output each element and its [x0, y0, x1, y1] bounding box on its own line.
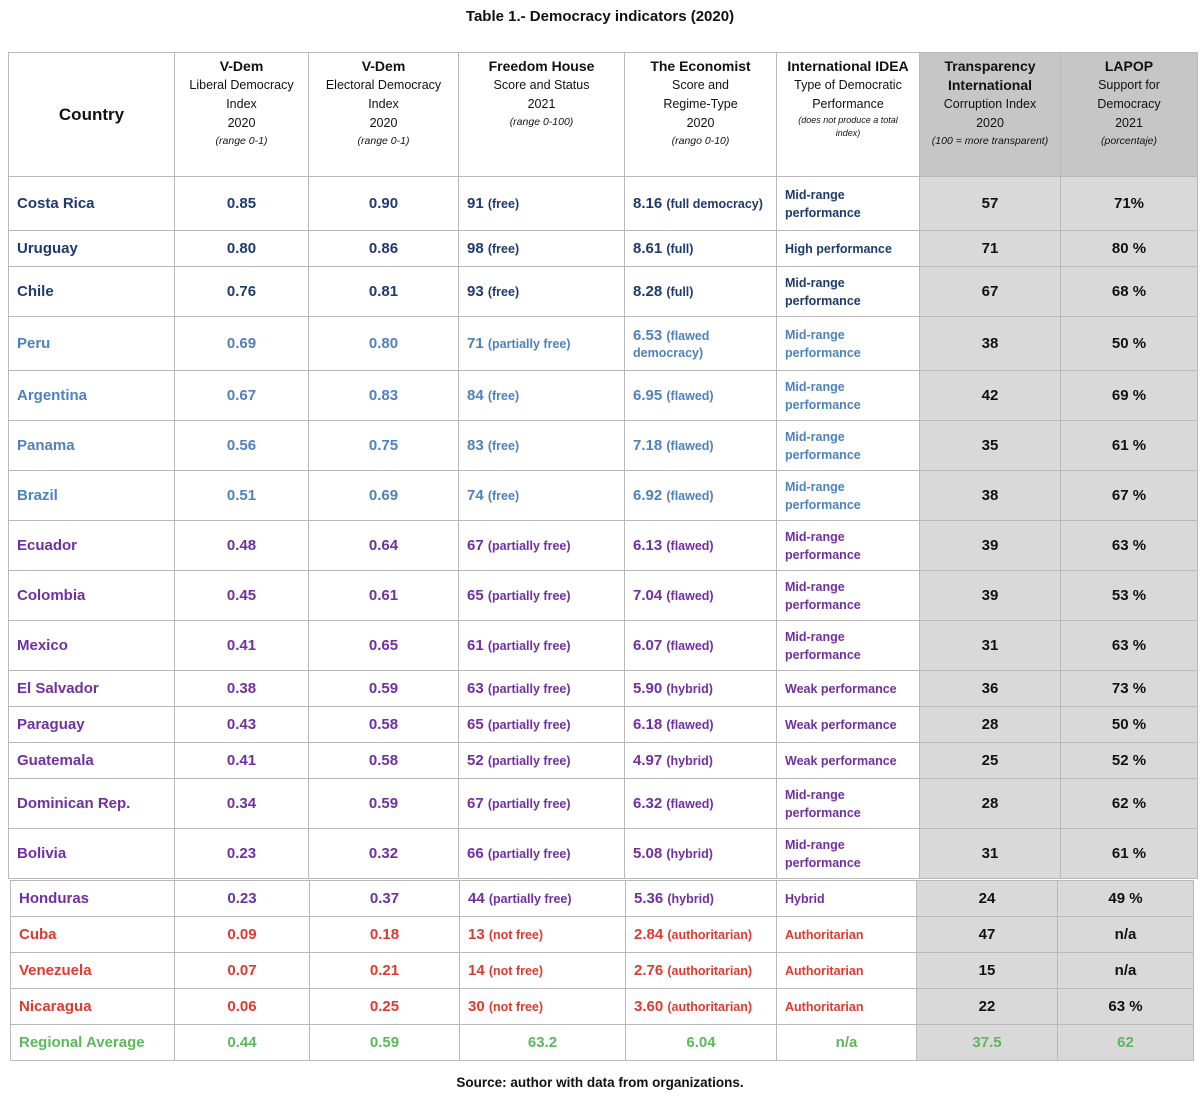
lapop-cell: 53 %: [1061, 571, 1198, 621]
transparency-cell: 39: [920, 571, 1061, 621]
table-row: [11, 989, 1194, 1025]
lapop-cell: 71%: [1061, 177, 1198, 231]
freedom-house-cell: [459, 471, 625, 521]
idea-cell: Authoritarian: [777, 917, 917, 953]
transparency-cell: 47: [917, 917, 1058, 953]
vdem-liberal-cell: 0.41: [175, 743, 309, 779]
fh-status: (partially free): [487, 589, 571, 603]
vdem-liberal-cell: 0.76: [175, 267, 309, 317]
eiu-score: 6.07: [633, 637, 663, 654]
country-cell: Brazil: [9, 471, 175, 521]
vdem-electoral-cell: 0.61: [309, 571, 459, 621]
fh-status: (free): [487, 285, 520, 299]
economist-cell: [625, 743, 777, 779]
eiu-score: 2.84: [634, 926, 664, 943]
fh-score: 71: [467, 335, 484, 352]
transparency-cell: 28: [920, 779, 1061, 829]
lapop-cell: 63 %: [1061, 521, 1198, 571]
country-cell: Venezuela: [11, 953, 175, 989]
eiu-score: 6.92: [633, 487, 663, 504]
freedom-house-cell: [459, 267, 625, 317]
country-cell: Dominican Rep.: [9, 779, 175, 829]
vdem-liberal-cell: 0.07: [175, 953, 310, 989]
header-transparency: Transparency International Corruption Index 2020 (100 = more transparent): [920, 53, 1061, 177]
lapop-cell: 73 %: [1061, 671, 1198, 707]
eiu-score: 6.13: [633, 537, 663, 554]
eiu-type: (flawed): [666, 439, 714, 453]
eiu-type: (hybrid): [667, 892, 714, 906]
transparency-cell: 35: [920, 421, 1061, 471]
economist-cell: [625, 267, 777, 317]
vdem-liberal-cell: 0.80: [175, 231, 309, 267]
idea-cell: Authoritarian: [777, 989, 917, 1025]
table-row: [9, 743, 1198, 779]
vdem-liberal-cell: 0.41: [175, 621, 309, 671]
lapop-cell: 61 %: [1061, 829, 1198, 879]
eiu-type: (flawed): [666, 589, 714, 603]
fh-status: (partially free): [487, 539, 571, 553]
vdem-electoral-cell: 0.65: [309, 621, 459, 671]
indicators-table: [8, 52, 1198, 879]
economist-cell: [625, 671, 777, 707]
vdem-liberal-cell: 0.69: [175, 317, 309, 371]
fh-score: 93: [467, 283, 484, 300]
freedom-house-cell: [459, 521, 625, 571]
economist-cell: [625, 571, 777, 621]
fh-status: (partially free): [488, 892, 572, 906]
transparency-cell: 28: [920, 707, 1061, 743]
fh-score: 66: [467, 845, 484, 862]
vdem-liberal-cell: 0.09: [175, 917, 310, 953]
freedom-house-cell: [459, 231, 625, 267]
fh-score: 63: [467, 680, 484, 697]
fh-status: (free): [487, 439, 520, 453]
average-idea: n/a: [777, 1025, 917, 1061]
fh-score: 65: [467, 587, 484, 604]
fh-score: 44: [468, 890, 485, 907]
idea-cell: Mid-range performance: [777, 317, 920, 371]
country-cell: Cuba: [11, 917, 175, 953]
average-lapop: 62: [1058, 1025, 1194, 1061]
table-row: [9, 521, 1198, 571]
fh-status: (free): [487, 242, 520, 256]
eiu-type: (flawed): [666, 797, 714, 811]
table-row: [9, 231, 1198, 267]
freedom-house-cell: [460, 917, 626, 953]
table-row: [9, 671, 1198, 707]
transparency-cell: 39: [920, 521, 1061, 571]
vdem-liberal-cell: 0.56: [175, 421, 309, 471]
average-vdem-electoral: 0.59: [310, 1025, 460, 1061]
vdem-electoral-cell: 0.18: [310, 917, 460, 953]
fh-status: (not free): [488, 1000, 544, 1014]
fh-score: 98: [467, 240, 484, 257]
idea-cell: Weak performance: [777, 671, 920, 707]
table-row: [11, 881, 1194, 917]
vdem-electoral-cell: 0.37: [310, 881, 460, 917]
economist-cell: [626, 881, 777, 917]
idea-cell: Mid-range performance: [777, 829, 920, 879]
table-title: Table 1.- Democracy indicators (2020): [465, 8, 735, 25]
vdem-liberal-cell: 0.85: [175, 177, 309, 231]
economist-cell: [625, 421, 777, 471]
vdem-liberal-cell: 0.23: [175, 829, 309, 879]
table-row: [9, 177, 1198, 231]
eiu-score: 7.18: [633, 437, 663, 454]
average-freedom-house: 63.2: [460, 1025, 626, 1061]
eiu-type: (full): [666, 285, 694, 299]
fh-score: 67: [467, 795, 484, 812]
freedom-house-cell: [459, 371, 625, 421]
vdem-electoral-cell: 0.75: [309, 421, 459, 471]
eiu-type: (authoritarian): [667, 1000, 753, 1014]
average-economist: 6.04: [626, 1025, 777, 1061]
eiu-score: 8.16: [633, 195, 663, 212]
idea-cell: Mid-range performance: [777, 421, 920, 471]
economist-cell: [625, 521, 777, 571]
vdem-electoral-cell: 0.25: [310, 989, 460, 1025]
freedom-house-cell: [459, 779, 625, 829]
eiu-type: (authoritarian): [667, 928, 753, 942]
vdem-electoral-cell: 0.80: [309, 317, 459, 371]
transparency-cell: 57: [920, 177, 1061, 231]
eiu-score: 8.61: [633, 240, 663, 257]
eiu-type: (flawed democracy): [633, 328, 710, 360]
header-lapop: LAPOP Support for Democracy 2021 (porcentaje): [1061, 53, 1198, 177]
idea-cell: Weak performance: [777, 707, 920, 743]
fh-status: (partially free): [487, 682, 571, 696]
table-row: [9, 317, 1198, 371]
economist-cell: [625, 621, 777, 671]
table-row: [9, 707, 1198, 743]
eiu-score: 3.60: [634, 998, 664, 1015]
vdem-electoral-cell: 0.59: [309, 671, 459, 707]
vdem-liberal-cell: 0.06: [175, 989, 310, 1025]
average-vdem-liberal: 0.44: [175, 1025, 310, 1061]
fh-score: 30: [468, 998, 485, 1015]
lapop-cell: 69 %: [1061, 371, 1198, 421]
table-row: [9, 571, 1198, 621]
country-cell: Paraguay: [9, 707, 175, 743]
transparency-cell: 42: [920, 371, 1061, 421]
transparency-cell: 67: [920, 267, 1061, 317]
eiu-score: 6.32: [633, 795, 663, 812]
economist-cell: [625, 779, 777, 829]
transparency-cell: 31: [920, 829, 1061, 879]
eiu-score: 5.36: [634, 890, 664, 907]
transparency-cell: 71: [920, 231, 1061, 267]
eiu-type: (flawed): [666, 639, 714, 653]
country-cell: El Salvador: [9, 671, 175, 707]
freedom-house-cell: [459, 571, 625, 621]
fh-score: 67: [467, 537, 484, 554]
idea-cell: Mid-range performance: [777, 779, 920, 829]
fh-score: 65: [467, 716, 484, 733]
eiu-type: (flawed): [666, 539, 714, 553]
economist-cell: [625, 371, 777, 421]
country-cell: Bolivia: [9, 829, 175, 879]
fh-status: (free): [487, 197, 520, 211]
idea-cell: Weak performance: [777, 743, 920, 779]
table-row: [9, 779, 1198, 829]
freedom-house-cell: [460, 989, 626, 1025]
country-cell: Mexico: [9, 621, 175, 671]
table-row: [9, 421, 1198, 471]
country-cell: Peru: [9, 317, 175, 371]
fh-score: 84: [467, 387, 484, 404]
transparency-cell: 25: [920, 743, 1061, 779]
vdem-electoral-cell: 0.90: [309, 177, 459, 231]
indicators-table-lower: [10, 880, 1194, 1061]
table-row: [9, 621, 1198, 671]
eiu-type: (flawed): [666, 389, 714, 403]
vdem-liberal-cell: 0.38: [175, 671, 309, 707]
fh-status: (not free): [488, 964, 544, 978]
vdem-liberal-cell: 0.23: [175, 881, 310, 917]
economist-cell: [626, 953, 777, 989]
lapop-cell: 52 %: [1061, 743, 1198, 779]
eiu-score: 5.08: [633, 845, 663, 862]
vdem-electoral-cell: 0.58: [309, 743, 459, 779]
eiu-type: (hybrid): [666, 754, 713, 768]
vdem-electoral-cell: 0.81: [309, 267, 459, 317]
vdem-liberal-cell: 0.45: [175, 571, 309, 621]
fh-score: 91: [467, 195, 484, 212]
vdem-electoral-cell: 0.86: [309, 231, 459, 267]
table-row: [9, 471, 1198, 521]
table-row: [11, 953, 1194, 989]
header-economist: The Economist Score and Regime-Type 2020 (rango 0-10): [625, 53, 777, 177]
eiu-score: 2.76: [634, 962, 664, 979]
economist-cell: [626, 917, 777, 953]
fh-status: (partially free): [487, 718, 571, 732]
freedom-house-cell: [459, 421, 625, 471]
freedom-house-cell: [459, 743, 625, 779]
idea-cell: Authoritarian: [777, 953, 917, 989]
economist-cell: [626, 989, 777, 1025]
lapop-cell: 68 %: [1061, 267, 1198, 317]
economist-cell: [625, 829, 777, 879]
country-cell: Uruguay: [9, 231, 175, 267]
idea-cell: Mid-range performance: [777, 521, 920, 571]
freedom-house-cell: [459, 671, 625, 707]
eiu-score: 6.18: [633, 716, 663, 733]
eiu-score: 6.53: [633, 326, 663, 344]
vdem-liberal-cell: 0.67: [175, 371, 309, 421]
header-country: Country: [9, 53, 175, 177]
idea-cell: Hybrid: [777, 881, 917, 917]
freedom-house-cell: [459, 707, 625, 743]
eiu-score: 5.90: [633, 680, 663, 697]
freedom-house-cell: [459, 621, 625, 671]
eiu-score: 6.95: [633, 387, 663, 404]
vdem-electoral-cell: 0.64: [309, 521, 459, 571]
transparency-cell: 24: [917, 881, 1058, 917]
freedom-house-cell: [459, 829, 625, 879]
header-freedom-house: Freedom House Score and Status 2021 (range 0-100): [459, 53, 625, 177]
lapop-cell: 50 %: [1061, 317, 1198, 371]
transparency-cell: 36: [920, 671, 1061, 707]
country-cell: Colombia: [9, 571, 175, 621]
lapop-cell: 63 %: [1058, 989, 1194, 1025]
economist-cell: [625, 317, 777, 371]
vdem-electoral-cell: 0.21: [310, 953, 460, 989]
lapop-cell: 61 %: [1061, 421, 1198, 471]
idea-cell: Mid-range performance: [777, 267, 920, 317]
transparency-cell: 15: [917, 953, 1058, 989]
country-cell: Guatemala: [9, 743, 175, 779]
eiu-type: (flawed): [666, 718, 714, 732]
vdem-electoral-cell: 0.59: [309, 779, 459, 829]
fh-score: 14: [468, 962, 485, 979]
vdem-electoral-cell: 0.83: [309, 371, 459, 421]
eiu-type: (flawed): [666, 489, 714, 503]
lapop-cell: 63 %: [1061, 621, 1198, 671]
fh-status: (partially free): [487, 754, 571, 768]
country-cell: Panama: [9, 421, 175, 471]
idea-cell: High performance: [777, 231, 920, 267]
table-row: [9, 267, 1198, 317]
country-cell: Honduras: [11, 881, 175, 917]
average-transparency: 37.5: [917, 1025, 1058, 1061]
economist-cell: [625, 471, 777, 521]
lapop-cell: 62 %: [1061, 779, 1198, 829]
freedom-house-cell: [459, 177, 625, 231]
transparency-cell: 31: [920, 621, 1061, 671]
eiu-score: 7.04: [633, 587, 663, 604]
header-row: [9, 53, 1198, 177]
country-cell: Costa Rica: [9, 177, 175, 231]
lapop-cell: n/a: [1058, 917, 1194, 953]
fh-score: 83: [467, 437, 484, 454]
lapop-cell: 80 %: [1061, 231, 1198, 267]
economist-cell: [625, 177, 777, 231]
fh-score: 13: [468, 926, 485, 943]
vdem-electoral-cell: 0.69: [309, 471, 459, 521]
fh-status: (partially free): [487, 639, 571, 653]
lapop-cell: 50 %: [1061, 707, 1198, 743]
eiu-type: (hybrid): [666, 847, 713, 861]
vdem-liberal-cell: 0.43: [175, 707, 309, 743]
lapop-cell: 67 %: [1061, 471, 1198, 521]
transparency-cell: 38: [920, 317, 1061, 371]
vdem-liberal-cell: 0.48: [175, 521, 309, 571]
vdem-liberal-cell: 0.34: [175, 779, 309, 829]
idea-cell: Mid-range performance: [777, 471, 920, 521]
fh-status: (partially free): [487, 847, 571, 861]
fh-status: (not free): [488, 928, 544, 942]
idea-cell: Mid-range performance: [777, 621, 920, 671]
country-cell: Argentina: [9, 371, 175, 421]
freedom-house-cell: [459, 317, 625, 371]
source-note: Source: author with data from organizations.: [456, 1075, 744, 1090]
fh-score: 74: [467, 487, 484, 504]
fh-status: (free): [487, 489, 520, 503]
eiu-score: 4.97: [633, 752, 663, 769]
table-row: [11, 917, 1194, 953]
eiu-score: 8.28: [633, 283, 663, 300]
freedom-house-cell: [460, 953, 626, 989]
country-cell: Chile: [9, 267, 175, 317]
lapop-cell: 49 %: [1058, 881, 1194, 917]
eiu-type: (full): [666, 242, 694, 256]
header-vdem-electoral: V-Dem Electoral Democracy Index 2020 (range 0-1): [309, 53, 459, 177]
freedom-house-cell: [460, 881, 626, 917]
transparency-cell: 22: [917, 989, 1058, 1025]
eiu-type: (hybrid): [666, 682, 713, 696]
fh-score: 61: [467, 637, 484, 654]
idea-cell: Mid-range performance: [777, 571, 920, 621]
idea-cell: Mid-range performance: [777, 371, 920, 421]
table-row: [9, 371, 1198, 421]
fh-status: (partially free): [487, 797, 571, 811]
eiu-type: (authoritarian): [667, 964, 753, 978]
average-label: Regional Average: [11, 1025, 175, 1061]
transparency-cell: 38: [920, 471, 1061, 521]
country-cell: Nicaragua: [11, 989, 175, 1025]
idea-cell: Mid-range performance: [777, 177, 920, 231]
fh-status: (partially free): [487, 337, 571, 351]
table-row: [9, 829, 1198, 879]
vdem-liberal-cell: 0.51: [175, 471, 309, 521]
country-cell: Ecuador: [9, 521, 175, 571]
header-vdem-liberal: V-Dem Liberal Democracy Index 2020 (range 0-1): [175, 53, 309, 177]
fh-status: (free): [487, 389, 520, 403]
vdem-electoral-cell: 0.58: [309, 707, 459, 743]
vdem-electoral-cell: 0.32: [309, 829, 459, 879]
eiu-type: (full democracy): [666, 197, 763, 211]
fh-score: 52: [467, 752, 484, 769]
economist-cell: [625, 707, 777, 743]
lapop-cell: n/a: [1058, 953, 1194, 989]
regional-average-row: [11, 1025, 1194, 1061]
economist-cell: [625, 231, 777, 267]
header-idea: International IDEA Type of Democratic Performance (does not produce a total index): [777, 53, 920, 177]
